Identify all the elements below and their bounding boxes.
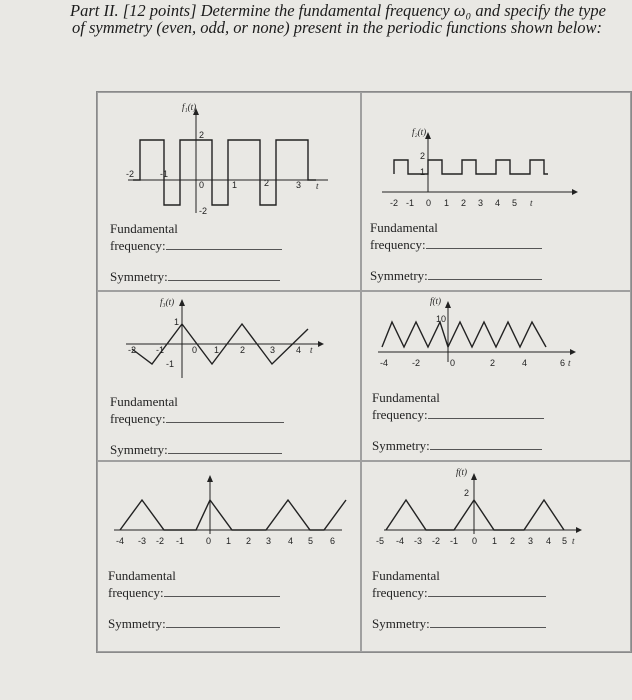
f2-tick-1: -1: [406, 198, 415, 208]
f3-frequency-row: [110, 410, 284, 427]
f2-answer: [370, 220, 542, 284]
f6-symmetry-row: [372, 615, 546, 632]
f2-frequency-row: [370, 236, 542, 253]
f2-y-top: 2: [420, 151, 426, 161]
x-axis-arrow: [576, 527, 582, 533]
f5-symmetry-label: Symmetry:: [108, 616, 166, 631]
f4-symmetry-label: Symmetry:: [372, 438, 430, 453]
f5-tick-1: -3: [138, 536, 147, 546]
f1-symmetry-blank[interactable]: [168, 268, 280, 281]
f4-answer: [372, 390, 544, 454]
f5-tick-8: 4: [288, 536, 294, 546]
f2-tick-6: 4: [495, 198, 501, 208]
f5-tick-2: -2: [156, 536, 165, 546]
f2-symmetry-label: Symmetry:: [370, 268, 428, 283]
f5-tick-7: 3: [266, 536, 272, 546]
f6-tick-7: 2: [510, 536, 516, 546]
f6-tick-4: -1: [450, 536, 459, 546]
f5-tick-0: -4: [116, 536, 125, 546]
cell-f4: [361, 291, 631, 461]
f6-tick-6: 1: [492, 536, 498, 546]
f5-tick-9: 5: [308, 536, 314, 546]
f6-name: f(t): [456, 467, 467, 477]
f6-symmetry-label: Symmetry:: [372, 616, 430, 631]
f2-fundamental-label: Fundamental: [370, 220, 438, 235]
f5-frequency-label: frequency:: [108, 585, 164, 600]
cell-f6: [361, 461, 631, 652]
f1-tick-4: 2: [264, 178, 270, 188]
f3-tick-6: 4: [296, 345, 302, 355]
f5-tick-10: 6: [330, 536, 336, 546]
f5-frequency-row: [108, 584, 280, 601]
f3-answer: [110, 394, 284, 458]
f6-axis-t: t: [572, 536, 575, 546]
f3-frequency-blank[interactable]: [166, 410, 284, 423]
f1-frequency-row: [110, 237, 282, 254]
cell-f1: [97, 92, 361, 291]
f2-frequency-label: frequency:: [370, 237, 426, 252]
f3-symmetry-blank[interactable]: [168, 441, 282, 454]
f4-waveform: [382, 322, 546, 347]
f2-symmetry-row: [370, 267, 542, 284]
f3-tick-1: -1: [156, 345, 165, 355]
f5-symmetry-row: [108, 615, 280, 632]
f6-tick-0: -5: [376, 536, 385, 546]
f1-tick-3: 1: [232, 180, 238, 190]
f5-symmetry-blank[interactable]: [166, 615, 280, 628]
f2-symmetry-blank[interactable]: [428, 267, 542, 280]
problem-header: [70, 2, 630, 36]
f4-symmetry-blank[interactable]: [430, 437, 542, 450]
f4-frequency-row: [372, 406, 544, 423]
cell-f5: [97, 461, 361, 652]
f4-frequency-blank[interactable]: [428, 406, 544, 419]
f1-frequency-blank[interactable]: [166, 237, 282, 250]
f6-symmetry-blank[interactable]: [430, 615, 546, 628]
f6-tick-10: 5: [562, 536, 568, 546]
f3-tick-5: 3: [270, 345, 276, 355]
f5-frequency-blank[interactable]: [164, 584, 280, 597]
f4-tick-1: -2: [412, 358, 421, 368]
f4-fundamental-label: Fundamental: [372, 390, 440, 405]
f3-tick-0: -2: [128, 345, 137, 355]
f6-frequency-blank[interactable]: [428, 584, 546, 597]
f2-axis-t: t: [530, 198, 533, 208]
f2-tick-0: -2: [390, 198, 399, 208]
f3-symmetry-row: [110, 441, 284, 458]
f5-tick-3: -1: [176, 536, 185, 546]
f1-axis-t: t: [316, 181, 319, 191]
f1-symmetry-label: Symmetry:: [110, 269, 168, 284]
f4-axis-t: t: [568, 358, 571, 368]
y-axis-arrow: [207, 475, 213, 482]
f5-tick-6: 2: [246, 536, 252, 546]
f4-y-top: 10: [436, 314, 447, 324]
f6-y-top: 2: [464, 488, 470, 498]
f2-tick-4: 2: [461, 198, 467, 208]
f6-frequency-row: [372, 584, 546, 601]
f5-fundamental-label: Fundamental: [108, 568, 176, 583]
f1-tick-2: 0: [199, 180, 205, 190]
f5-answer: [108, 568, 280, 632]
y-axis-arrow: [445, 301, 451, 308]
f1-y-top: 2: [199, 130, 205, 140]
f2-waveform: [394, 160, 548, 174]
f3-fundamental-label: Fundamental: [110, 394, 178, 409]
f4-tick-0: -4: [380, 358, 389, 368]
y-axis-arrow: [179, 299, 185, 306]
x-axis-arrow: [572, 189, 578, 195]
f6-tick-1: -4: [396, 536, 405, 546]
f2-tick-5: 3: [478, 198, 484, 208]
f6-fundamental-label: Fundamental: [372, 568, 440, 583]
f2-tick-7: 5: [512, 198, 518, 208]
header-line-2: of symmetry (even, odd, or none) present in the periodic functions shown below:: [72, 18, 603, 37]
f1-y-bottom: -2: [199, 206, 208, 216]
f5-waveform: [120, 500, 346, 530]
f2-tick-2: 0: [426, 198, 432, 208]
f3-tick-4: 2: [240, 345, 246, 355]
f2-tick-3: 1: [444, 198, 450, 208]
f4-tick-4: 4: [522, 358, 528, 368]
f3-y-top: 1: [174, 317, 180, 327]
f1-fundamental-label: Fundamental: [110, 221, 178, 236]
f1-tick-1: -1: [160, 169, 169, 179]
y-axis-arrow: [471, 473, 477, 480]
f6-tick-8: 3: [528, 536, 534, 546]
f6-tick-5: 0: [472, 536, 478, 546]
x-axis-arrow: [570, 349, 576, 355]
f2-y-mid: 1: [420, 167, 426, 177]
f2-frequency-blank[interactable]: [426, 236, 542, 249]
f5-tick-5: 1: [226, 536, 232, 546]
f1-tick-0: -2: [126, 169, 135, 179]
f3-tick-2: 0: [192, 345, 198, 355]
f3-y-bottom: -1: [166, 359, 175, 369]
f4-tick-2: 0: [450, 358, 456, 368]
f6-waveform: [386, 500, 564, 530]
f1-answer: [110, 221, 282, 285]
f1-tick-5: 3: [296, 180, 302, 190]
header-line-1: Part II. [12 points] Determine the fundamental frequency ω₀ and specify the type: [70, 1, 606, 20]
f6-frequency-label: frequency:: [372, 585, 428, 600]
f3-symmetry-label: Symmetry:: [110, 442, 168, 457]
x-axis-arrow: [318, 341, 324, 347]
f3-tick-3: 1: [214, 345, 220, 355]
problem-grid: [96, 91, 632, 653]
cell-f2: [361, 92, 631, 291]
f3-frequency-label: frequency:: [110, 411, 166, 426]
f6-answer: [372, 568, 546, 632]
f3-axis-t: t: [310, 345, 313, 355]
f4-tick-3: 2: [490, 358, 496, 368]
cell-f3: [97, 291, 361, 461]
f4-symmetry-row: [372, 437, 544, 454]
f6-tick-9: 4: [546, 536, 552, 546]
f4-tick-5: 6: [560, 358, 566, 368]
f6-tick-3: -2: [432, 536, 441, 546]
f6-tick-2: -3: [414, 536, 423, 546]
f3-name: f₃(t): [160, 297, 175, 307]
f1-frequency-label: frequency:: [110, 238, 166, 253]
f1-name: f₁(t): [182, 102, 197, 112]
f5-tick-4: 0: [206, 536, 212, 546]
f4-name: f(t): [430, 296, 441, 306]
f1-symmetry-row: [110, 268, 282, 285]
f4-frequency-label: frequency:: [372, 407, 428, 422]
f2-name: f₂(t): [412, 127, 427, 137]
